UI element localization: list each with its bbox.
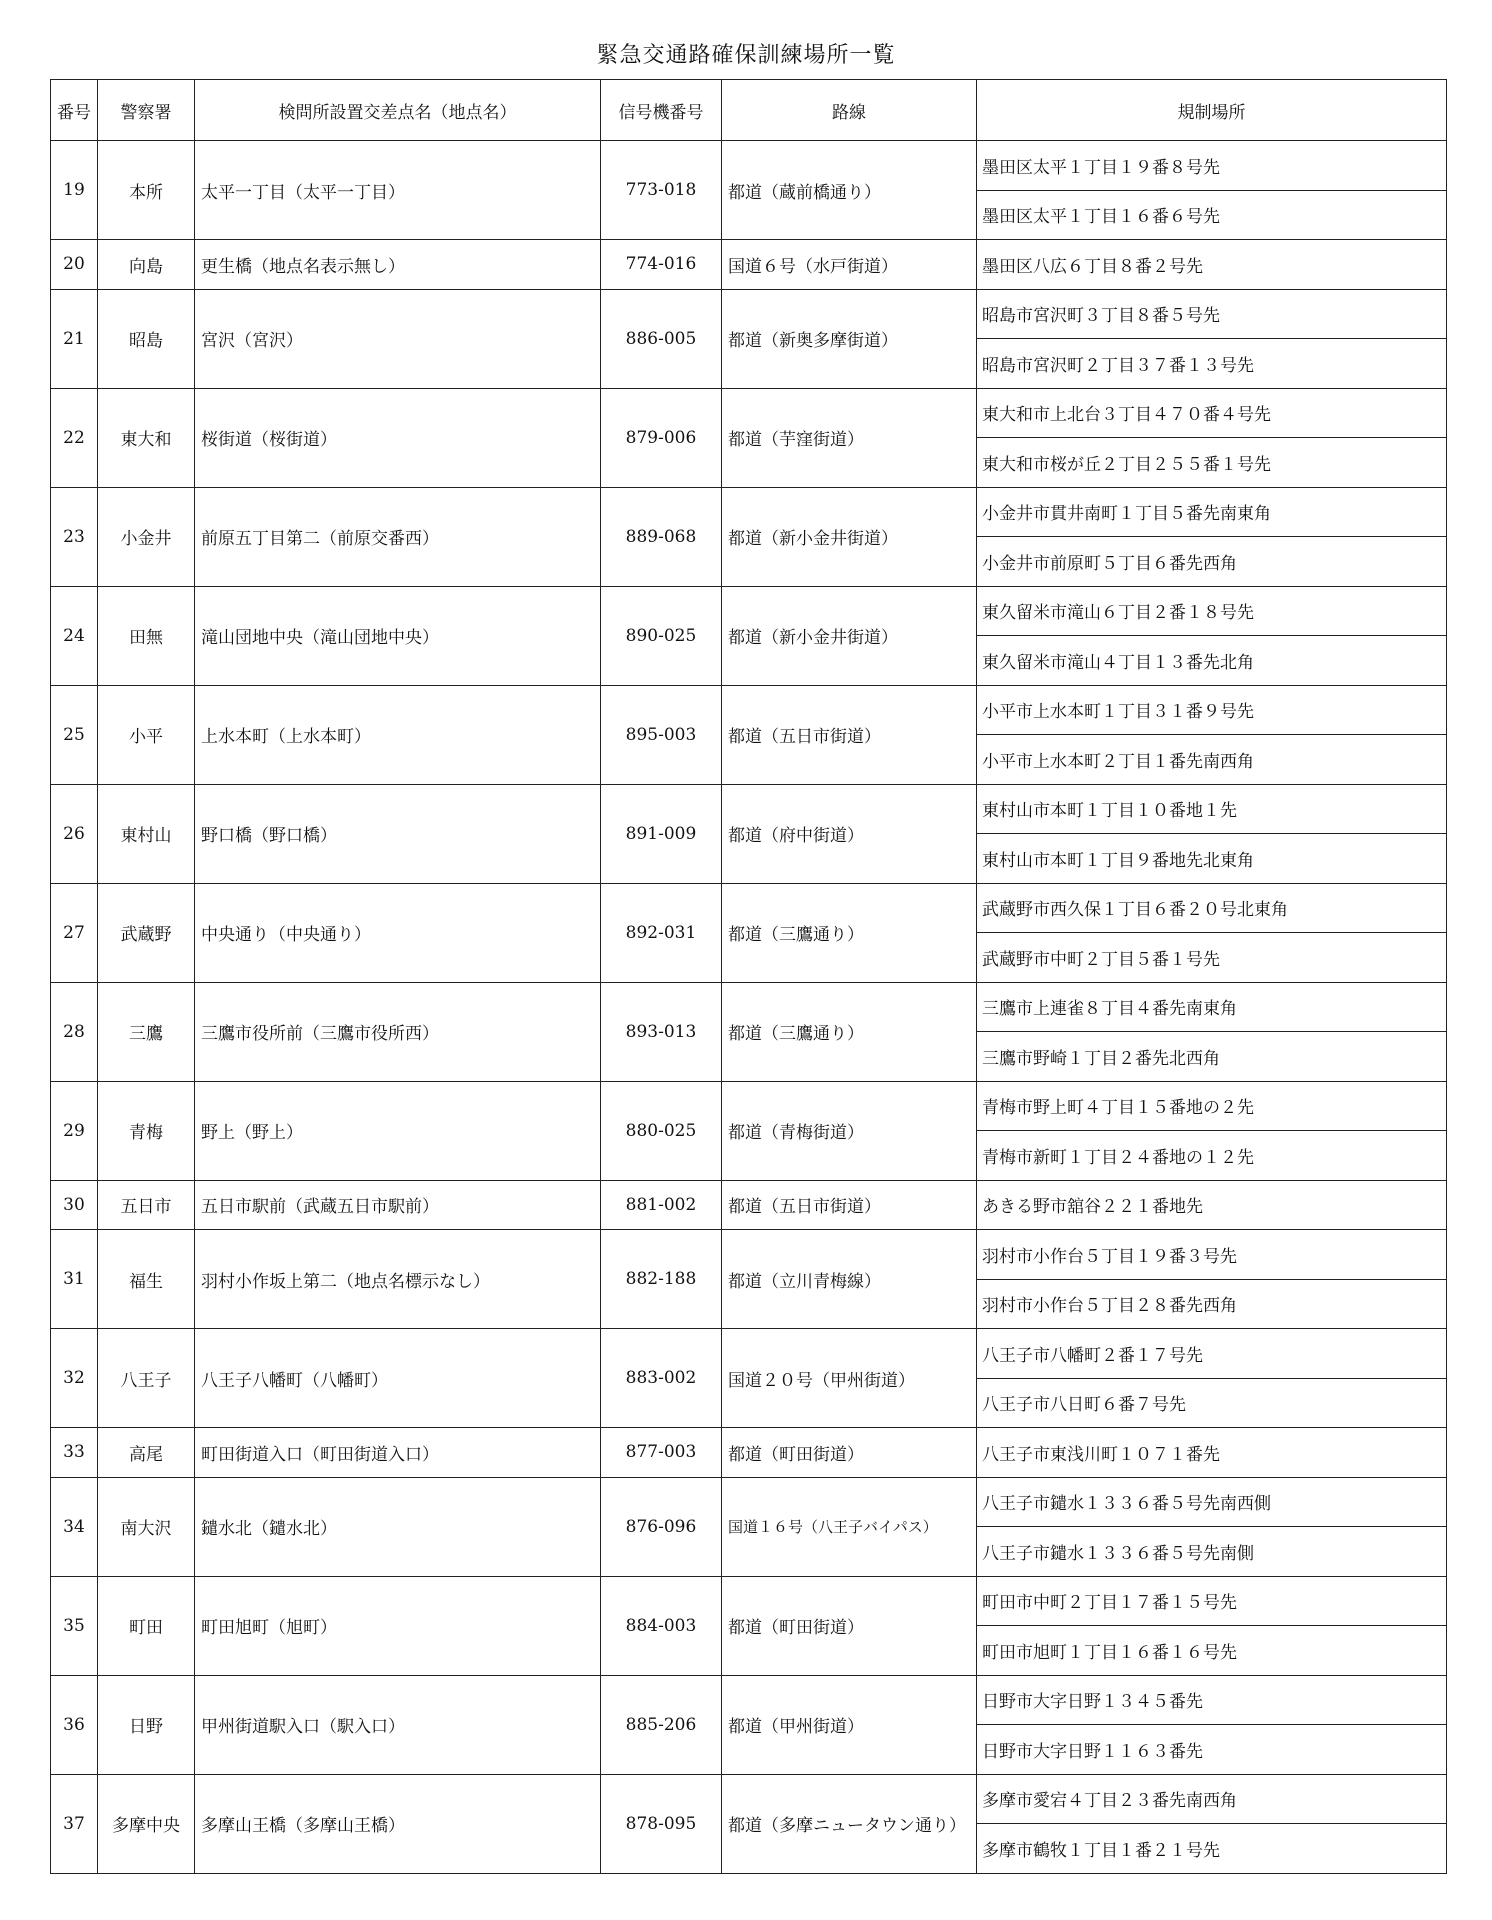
cell-regulation-place: 東大和市桜が丘２丁目２５５番１号先 bbox=[977, 438, 1447, 488]
cell-checkpoint-intersection: 甲州街道駅入口（駅入口） bbox=[195, 1675, 601, 1774]
cell-checkpoint-intersection: 中央通り（中央通り） bbox=[195, 883, 601, 982]
cell-checkpoint-intersection: 野上（野上） bbox=[195, 1081, 601, 1180]
cell-route: 都道（甲州街道） bbox=[722, 1675, 977, 1774]
cell-police-station: 福生 bbox=[98, 1230, 195, 1329]
table-body bbox=[51, 141, 1447, 1874]
header-row bbox=[51, 80, 1447, 141]
header-station: 警察署 bbox=[98, 80, 195, 141]
cell-regulation-place: 武蔵野市西久保１丁目６番２０号北東角 bbox=[977, 883, 1447, 933]
cell-route: 国道１６号（八王子バイパス） bbox=[722, 1477, 977, 1576]
table-row bbox=[51, 883, 1447, 933]
cell-police-station: 多摩中央 bbox=[98, 1774, 195, 1873]
cell-regulation-place: 東久留米市滝山６丁目２番１８号先 bbox=[977, 586, 1447, 636]
cell-police-station: 昭島 bbox=[98, 289, 195, 388]
cell-regulation-place: 小金井市前原町５丁目６番先西角 bbox=[977, 537, 1447, 587]
cell-police-station: 武蔵野 bbox=[98, 883, 195, 982]
cell-regulation-place: 東村山市本町１丁目９番地先北東角 bbox=[977, 834, 1447, 884]
cell-checkpoint-intersection: 町田旭町（旭町） bbox=[195, 1576, 601, 1675]
cell-police-station: 田無 bbox=[98, 586, 195, 685]
cell-signal-number: 881-002 bbox=[601, 1180, 722, 1230]
cell-police-station: 東大和 bbox=[98, 388, 195, 487]
cell-regulation-place: 青梅市新町１丁目２４番地の１２先 bbox=[977, 1131, 1447, 1181]
cell-number: 36 bbox=[51, 1675, 98, 1774]
cell-checkpoint-intersection: 上水本町（上水本町） bbox=[195, 685, 601, 784]
table-row bbox=[51, 586, 1447, 636]
training-locations-table bbox=[50, 79, 1447, 1874]
cell-signal-number: 889-068 bbox=[601, 487, 722, 586]
cell-route: 都道（五日市街道） bbox=[722, 685, 977, 784]
cell-route: 都道（新奥多摩街道） bbox=[722, 289, 977, 388]
cell-checkpoint-intersection: 八王子八幡町（八幡町） bbox=[195, 1329, 601, 1428]
cell-number: 34 bbox=[51, 1477, 98, 1576]
table-row bbox=[51, 1774, 1447, 1824]
cell-signal-number: 886-005 bbox=[601, 289, 722, 388]
cell-route: 都道（府中街道） bbox=[722, 784, 977, 883]
cell-regulation-place: 墨田区八広６丁目８番２号先 bbox=[977, 240, 1447, 290]
table-row bbox=[51, 784, 1447, 834]
cell-regulation-place: 小金井市貫井南町１丁目５番先南東角 bbox=[977, 487, 1447, 537]
cell-signal-number: 882-188 bbox=[601, 1230, 722, 1329]
cell-regulation-place: 小平市上水本町２丁目１番先南西角 bbox=[977, 735, 1447, 785]
header-place: 規制場所 bbox=[977, 80, 1447, 141]
cell-police-station: 小金井 bbox=[98, 487, 195, 586]
cell-number: 31 bbox=[51, 1230, 98, 1329]
cell-number: 24 bbox=[51, 586, 98, 685]
cell-signal-number: 895-003 bbox=[601, 685, 722, 784]
table-row bbox=[51, 1428, 1447, 1478]
page-title: 緊急交通路確保訓練場所一覧 bbox=[596, 43, 896, 68]
cell-number: 28 bbox=[51, 982, 98, 1081]
cell-signal-number: 876-096 bbox=[601, 1477, 722, 1576]
cell-regulation-place: 日野市大字日野１１６３番先 bbox=[977, 1725, 1447, 1775]
table-row bbox=[51, 388, 1447, 438]
cell-route: 都道（三鷹通り） bbox=[722, 982, 977, 1081]
cell-signal-number: 877-003 bbox=[601, 1428, 722, 1478]
cell-checkpoint-intersection: 町田街道入口（町田街道入口） bbox=[195, 1428, 601, 1478]
cell-route: 都道（五日市街道） bbox=[722, 1180, 977, 1230]
cell-police-station: 高尾 bbox=[98, 1428, 195, 1478]
cell-signal-number: 773-018 bbox=[601, 141, 722, 240]
cell-police-station: 東村山 bbox=[98, 784, 195, 883]
cell-number: 23 bbox=[51, 487, 98, 586]
cell-signal-number: 893-013 bbox=[601, 982, 722, 1081]
cell-regulation-place: 墨田区太平１丁目１６番６号先 bbox=[977, 190, 1447, 240]
cell-regulation-place: 日野市大字日野１３４５番先 bbox=[977, 1675, 1447, 1725]
cell-signal-number: 880-025 bbox=[601, 1081, 722, 1180]
cell-checkpoint-intersection: 宮沢（宮沢） bbox=[195, 289, 601, 388]
table-row bbox=[51, 289, 1447, 339]
cell-checkpoint-intersection: 多摩山王橋（多摩山王橋） bbox=[195, 1774, 601, 1873]
cell-regulation-place: 八王子市八幡町２番１７号先 bbox=[977, 1329, 1447, 1379]
cell-route: 都道（青梅街道） bbox=[722, 1081, 977, 1180]
header-no: 番号 bbox=[51, 80, 98, 141]
cell-number: 21 bbox=[51, 289, 98, 388]
cell-number: 22 bbox=[51, 388, 98, 487]
cell-signal-number: 878-095 bbox=[601, 1774, 722, 1873]
cell-signal-number: 890-025 bbox=[601, 586, 722, 685]
cell-signal-number: 892-031 bbox=[601, 883, 722, 982]
cell-checkpoint-intersection: 三鷹市役所前（三鷹市役所西） bbox=[195, 982, 601, 1081]
cell-regulation-place: 墨田区太平１丁目１９番８号先 bbox=[977, 141, 1447, 191]
cell-route: 国道２０号（甲州街道） bbox=[722, 1329, 977, 1428]
table-row bbox=[51, 1477, 1447, 1527]
cell-number: 26 bbox=[51, 784, 98, 883]
cell-checkpoint-intersection: 太平一丁目（太平一丁目） bbox=[195, 141, 601, 240]
header-point: 検問所設置交差点名（地点名） bbox=[195, 80, 601, 141]
cell-police-station: 小平 bbox=[98, 685, 195, 784]
cell-regulation-place: 羽村市小作台５丁目２８番先西角 bbox=[977, 1279, 1447, 1329]
cell-regulation-place: 多摩市愛宕４丁目２３番先南西角 bbox=[977, 1774, 1447, 1824]
cell-police-station: 日野 bbox=[98, 1675, 195, 1774]
cell-checkpoint-intersection: 羽村小作坂上第二（地点名標示なし） bbox=[195, 1230, 601, 1329]
cell-route: 都道（蔵前橋通り） bbox=[722, 141, 977, 240]
cell-signal-number: 891-009 bbox=[601, 784, 722, 883]
cell-checkpoint-intersection: 野口橋（野口橋） bbox=[195, 784, 601, 883]
cell-regulation-place: あきる野市舘谷２２１番地先 bbox=[977, 1180, 1447, 1230]
cell-number: 37 bbox=[51, 1774, 98, 1873]
cell-checkpoint-intersection: 鑓水北（鑓水北） bbox=[195, 1477, 601, 1576]
table-row bbox=[51, 1329, 1447, 1379]
cell-signal-number: 884-003 bbox=[601, 1576, 722, 1675]
cell-route: 都道（新小金井街道） bbox=[722, 586, 977, 685]
cell-regulation-place: 町田市旭町１丁目１６番１６号先 bbox=[977, 1626, 1447, 1676]
cell-regulation-place: 八王子市八日町６番７号先 bbox=[977, 1378, 1447, 1428]
cell-police-station: 八王子 bbox=[98, 1329, 195, 1428]
cell-route: 都道（新小金井街道） bbox=[722, 487, 977, 586]
cell-checkpoint-intersection: 桜街道（桜街道） bbox=[195, 388, 601, 487]
cell-police-station: 青梅 bbox=[98, 1081, 195, 1180]
cell-signal-number: 774-016 bbox=[601, 240, 722, 290]
cell-police-station: 五日市 bbox=[98, 1180, 195, 1230]
cell-number: 19 bbox=[51, 141, 98, 240]
cell-signal-number: 883-002 bbox=[601, 1329, 722, 1428]
cell-regulation-place: 八王子市鑓水１３３６番５号先南側 bbox=[977, 1527, 1447, 1577]
table-row bbox=[51, 1576, 1447, 1626]
cell-regulation-place: 多摩市鶴牧１丁目１番２１号先 bbox=[977, 1824, 1447, 1874]
cell-number: 33 bbox=[51, 1428, 98, 1478]
table-row bbox=[51, 1675, 1447, 1725]
cell-regulation-place: 東久留米市滝山４丁目１３番先北角 bbox=[977, 636, 1447, 686]
cell-route: 都道（芋窪街道） bbox=[722, 388, 977, 487]
cell-number: 27 bbox=[51, 883, 98, 982]
cell-regulation-place: 昭島市宮沢町３丁目８番５号先 bbox=[977, 289, 1447, 339]
cell-signal-number: 885-206 bbox=[601, 1675, 722, 1774]
cell-regulation-place: 町田市中町２丁目１７番１５号先 bbox=[977, 1576, 1447, 1626]
cell-number: 35 bbox=[51, 1576, 98, 1675]
cell-checkpoint-intersection: 滝山団地中央（滝山団地中央） bbox=[195, 586, 601, 685]
table-row bbox=[51, 1081, 1447, 1131]
cell-signal-number: 879-006 bbox=[601, 388, 722, 487]
cell-police-station: 三鷹 bbox=[98, 982, 195, 1081]
table-row bbox=[51, 487, 1447, 537]
cell-police-station: 南大沢 bbox=[98, 1477, 195, 1576]
cell-regulation-place: 武蔵野市中町２丁目５番１号先 bbox=[977, 933, 1447, 983]
cell-regulation-place: 八王子市東浅川町１０７１番先 bbox=[977, 1428, 1447, 1478]
cell-route: 都道（町田街道） bbox=[722, 1576, 977, 1675]
table-row bbox=[51, 141, 1447, 191]
cell-regulation-place: 三鷹市野崎１丁目２番先北西角 bbox=[977, 1032, 1447, 1082]
cell-checkpoint-intersection: 五日市駅前（武蔵五日市駅前） bbox=[195, 1180, 601, 1230]
table-row bbox=[51, 240, 1447, 290]
cell-regulation-place: 東村山市本町１丁目１０番地１先 bbox=[977, 784, 1447, 834]
cell-regulation-place: 昭島市宮沢町２丁目３７番１３号先 bbox=[977, 339, 1447, 389]
cell-regulation-place: 小平市上水本町１丁目３１番９号先 bbox=[977, 685, 1447, 735]
cell-number: 20 bbox=[51, 240, 98, 290]
cell-route: 都道（多摩ニュータウン通り） bbox=[722, 1774, 977, 1873]
cell-regulation-place: 羽村市小作台５丁目１９番３号先 bbox=[977, 1230, 1447, 1280]
cell-number: 32 bbox=[51, 1329, 98, 1428]
cell-police-station: 本所 bbox=[98, 141, 195, 240]
cell-number: 25 bbox=[51, 685, 98, 784]
cell-checkpoint-intersection: 更生橋（地点名表示無し） bbox=[195, 240, 601, 290]
cell-checkpoint-intersection: 前原五丁目第二（前原交番西） bbox=[195, 487, 601, 586]
header-route: 路線 bbox=[722, 80, 977, 141]
cell-route: 国道６号（水戸街道） bbox=[722, 240, 977, 290]
cell-number: 30 bbox=[51, 1180, 98, 1230]
cell-regulation-place: 青梅市野上町４丁目１５番地の２先 bbox=[977, 1081, 1447, 1131]
cell-police-station: 向島 bbox=[98, 240, 195, 290]
table-row bbox=[51, 1180, 1447, 1230]
cell-police-station: 町田 bbox=[98, 1576, 195, 1675]
cell-route: 都道（三鷹通り） bbox=[722, 883, 977, 982]
cell-regulation-place: 八王子市鑓水１３３６番５号先南西側 bbox=[977, 1477, 1447, 1527]
header-signal: 信号機番号 bbox=[601, 80, 722, 141]
table-row bbox=[51, 1230, 1447, 1280]
cell-route: 都道（町田街道） bbox=[722, 1428, 977, 1478]
cell-route: 都道（立川青梅線） bbox=[722, 1230, 977, 1329]
cell-regulation-place: 三鷹市上連雀８丁目４番先南東角 bbox=[977, 982, 1447, 1032]
cell-regulation-place: 東大和市上北台３丁目４７０番４号先 bbox=[977, 388, 1447, 438]
cell-number: 29 bbox=[51, 1081, 98, 1180]
table-row bbox=[51, 982, 1447, 1032]
table-row bbox=[51, 685, 1447, 735]
